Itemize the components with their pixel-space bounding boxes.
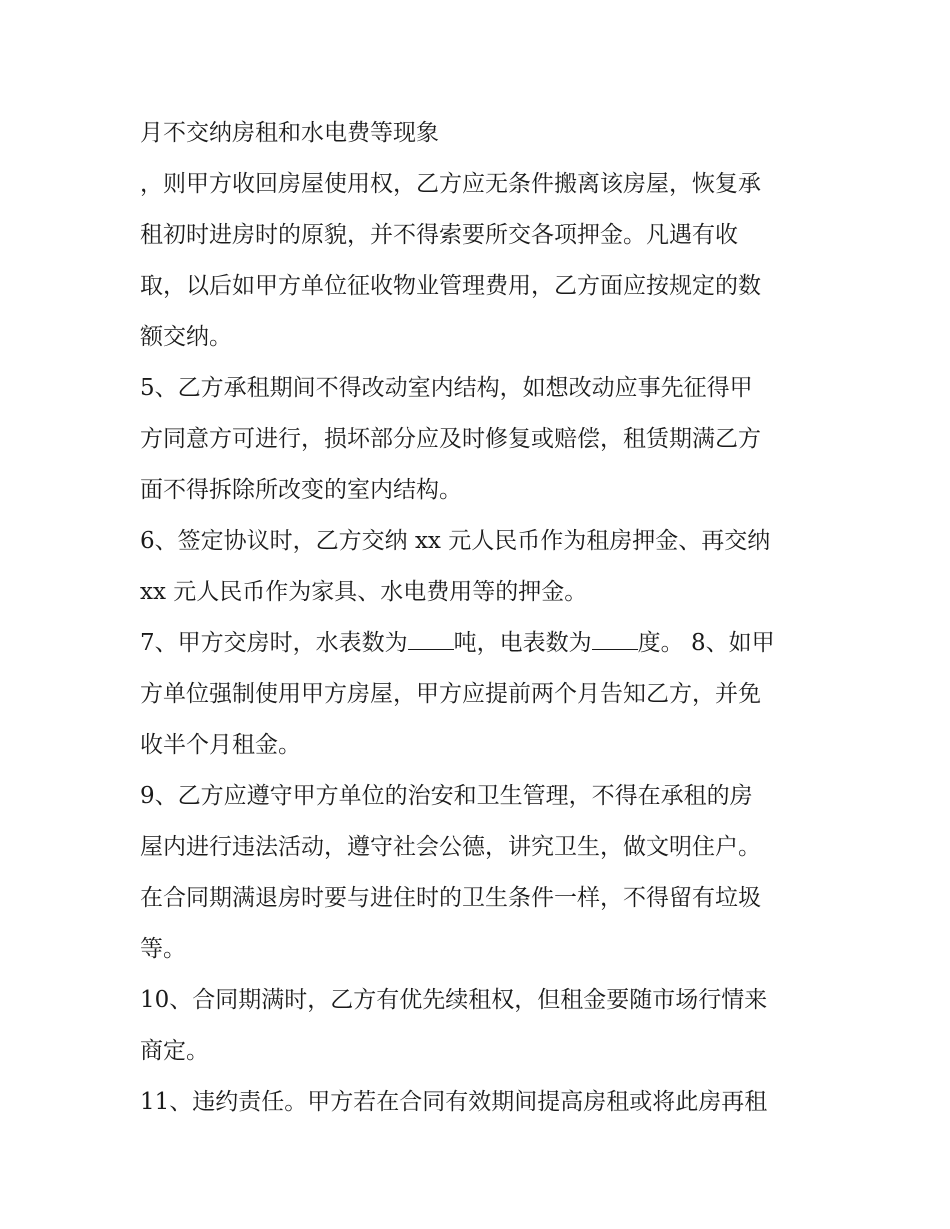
text-line: 等。 bbox=[140, 936, 186, 962]
text-line: 取，以后如甲方单位征收物业管理费用，乙方面应按规定的数 bbox=[140, 273, 761, 299]
text-line: 方单位强制使用甲方房屋，甲方应提前两个月告知乙方，并免 bbox=[140, 681, 761, 707]
text-line: 月不交纳房租和水电费等现象 bbox=[140, 120, 439, 146]
text-line: 方同意方可进行，损坏部分应及时修复或赔偿，租赁期满乙方 bbox=[140, 426, 761, 452]
clause-5-line: 5、乙方承租期间不得改动室内结构，如想改动应事先征得甲 bbox=[140, 375, 753, 401]
clause-9-line: 9、乙方应遵守甲方单位的治安和卫生管理，不得在承租的房 bbox=[140, 783, 753, 809]
text-line: xx 元人民币作为家具、水电费用等的押金。 bbox=[140, 579, 588, 605]
clause-10-line: 10、合同期满时，乙方有优先续租权，但租金要随市场行情来 bbox=[140, 987, 768, 1013]
text-line: ，则甲方收回房屋使用权，乙方应无条件搬离该房屋，恢复承 bbox=[140, 171, 761, 197]
clause-6-line: 6、签定协议时，乙方交纳 xx 元人民币作为租房押金、再交纳 bbox=[140, 528, 771, 554]
text-line: 屋内进行违法活动，遵守社会公德，讲究卫生，做文明住户。 bbox=[140, 834, 761, 860]
clause-7-text-a: 7、甲方交房时，水表数为 bbox=[140, 630, 408, 656]
text-line: 面不得拆除所改变的室内结构。 bbox=[140, 477, 462, 503]
text-line: 在合同期满退房时要与进住时的卫生条件一样，不得留有垃圾 bbox=[140, 885, 761, 911]
clause-7-text-c: 度。 8、如甲 bbox=[637, 630, 775, 656]
clause-7-line bbox=[140, 618, 820, 669]
text-line: 商定。 bbox=[140, 1038, 209, 1064]
electric-meter-blank bbox=[592, 627, 638, 650]
text-line: 收半个月租金。 bbox=[140, 732, 301, 758]
text-line: 额交纳。 bbox=[140, 324, 232, 350]
document-body bbox=[140, 108, 820, 1128]
water-meter-blank bbox=[408, 627, 454, 650]
clause-11-line: 11、违约责任。甲方若在合同有效期间提高房租或将此房再租 bbox=[140, 1089, 768, 1115]
clause-7-text-b: 吨，电表数为 bbox=[453, 630, 592, 656]
text-line: 租初时进房时的原貌，并不得索要所交各项押金。凡遇有收 bbox=[140, 222, 738, 248]
